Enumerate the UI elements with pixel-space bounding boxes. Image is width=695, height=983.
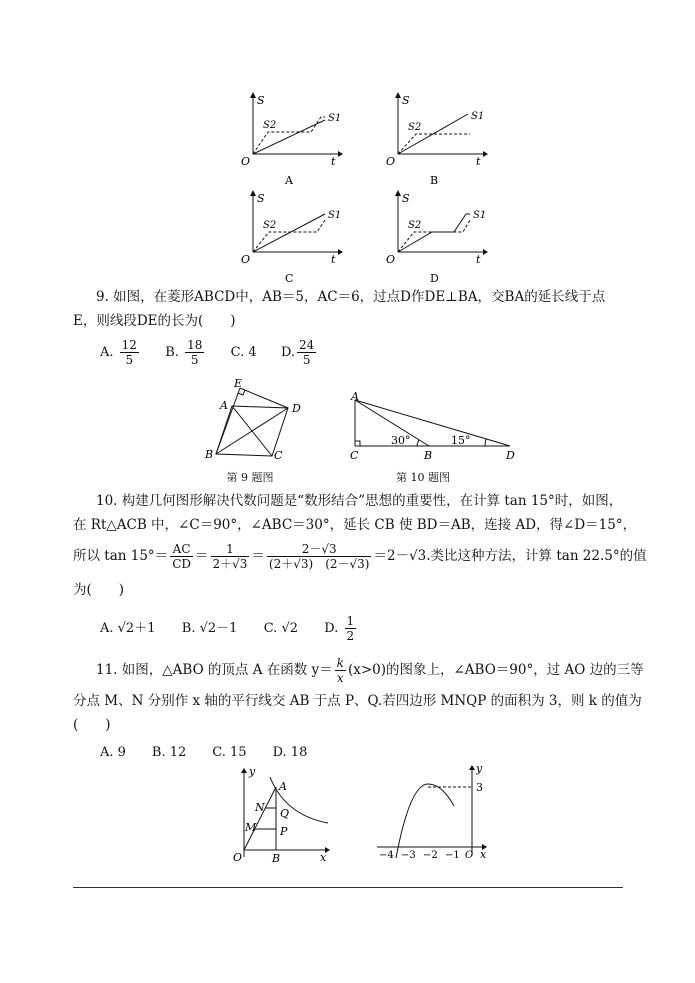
figure-parabola	[372, 762, 497, 862]
point-m-label: M	[245, 821, 257, 834]
origin-label: O	[233, 851, 243, 864]
y-axis-label: y	[476, 762, 483, 775]
origin-label: O	[386, 155, 396, 168]
option-label: C	[285, 272, 294, 285]
graph-option-c	[233, 190, 343, 285]
s2-label: S2	[263, 120, 277, 131]
point-n-label: N	[255, 801, 265, 814]
q9-options	[100, 338, 318, 367]
s-axis-label: S	[402, 192, 410, 205]
tick-label: −4	[379, 850, 394, 861]
point-c-label: C	[274, 449, 283, 460]
q11-line3: ( )	[73, 717, 111, 733]
point-e-label: E	[234, 378, 243, 390]
angle-15-label: 15°	[451, 434, 471, 447]
point-b-label: B	[424, 449, 433, 462]
t-axis-label: t	[476, 253, 481, 266]
s2-label: S2	[408, 122, 422, 133]
t-axis-label: t	[331, 155, 336, 168]
t-axis-label: t	[476, 155, 481, 168]
y-value-3-label: 3	[476, 781, 483, 794]
point-q-label: Q	[280, 807, 290, 820]
t-axis-label: t	[331, 253, 336, 266]
x-axis-label: x	[480, 848, 487, 861]
option-label: D	[430, 272, 439, 285]
y-axis-label: y	[249, 765, 256, 778]
s-axis-label: S	[257, 94, 265, 107]
q11-line2: 分点 M、N 分别作 x 轴的平行线交 AB 于点 P、Q.若四边形 MNQP 的面积为 3，则 k 的值为	[73, 693, 642, 709]
point-d-label: D	[506, 449, 515, 462]
footer-rule	[73, 887, 623, 888]
figure-9-caption: 第 9 题图	[226, 471, 274, 484]
x-axis-label: x	[320, 851, 327, 864]
angle-30-label: 30°	[391, 434, 411, 447]
figure-9-rhombus	[200, 378, 310, 460]
point-b-label: B	[205, 448, 214, 460]
s-axis-label: S	[402, 94, 410, 107]
origin-label: O	[241, 253, 251, 266]
graph-option-a	[233, 92, 343, 187]
s1-label: S1	[471, 111, 485, 122]
point-c-label: C	[350, 449, 359, 462]
graph-option-b	[378, 92, 488, 187]
tick-label: −2	[423, 850, 438, 861]
q10-option-a[interactable]: A. √2＋1	[100, 621, 156, 636]
graph-option-d	[378, 190, 488, 285]
q10-option-b[interactable]: B. √2－1	[181, 621, 238, 636]
s2-label: S2	[263, 220, 277, 231]
s1-label: S1	[328, 113, 342, 124]
point-p-label: P	[280, 825, 288, 838]
figure-10-triangle	[345, 390, 520, 462]
tick-label: −3	[401, 850, 416, 861]
figure-10-caption: 第 10 题图	[396, 471, 450, 484]
origin-label: O	[386, 253, 396, 266]
s1-label: S1	[328, 210, 342, 221]
q9-option-a[interactable]: A. $\frac{12}{5}$	[100, 338, 137, 367]
q11-line1: 11. 如图，△ABO 的顶点 A 在函数 y＝ $\frac{k}{x}$ (x>0)的图象上，∠ABO＝90°，过 AO 边的三等	[96, 656, 644, 685]
q10-option-c[interactable]: C. √2	[263, 621, 299, 636]
s1-label: S1	[473, 210, 487, 221]
q10-line1: 10. 构建几何图形解决代数问题是“数形结合”思想的重要性，在计算 tan 15°时，如图，	[96, 493, 623, 509]
q10-options	[100, 614, 358, 643]
q9-option-b[interactable]: B. $\frac{18}{5}$	[165, 338, 203, 367]
q10-line2: 在 Rt△ACB 中，∠C＝90°，∠ABC＝30°，延长 CB 使 BD＝AB，连接 AD，得∠D＝15°，	[73, 517, 637, 533]
point-d-label: D	[292, 402, 301, 415]
point-b-label: B	[272, 852, 281, 865]
q9-line2: E，则线段DE的长为( )	[73, 313, 236, 329]
q10-line4: 为( )	[73, 582, 125, 598]
q11-options[interactable]: A. 9 B. 12 C. 15 D. 18	[100, 745, 308, 760]
tick-label: −1	[445, 850, 460, 861]
q9-line1: 9. 如图，在菱形ABCD中，AB＝5，AC＝6，过点D作DE⊥BA，交BA的延长线于点	[96, 289, 606, 305]
s2-label: S2	[408, 220, 422, 231]
point-a-label: A	[351, 390, 359, 403]
s-axis-label: S	[257, 192, 265, 205]
option-label: B	[430, 174, 439, 187]
q10-line3: 所以 tan 15°＝ $\frac{AC}{CD}$ ＝ $\frac{1}{2+√3}$ ＝ $\frac{2-√3}{(2+√3) (2-√3)}$ ＝2－√3.类比这种方法，计算 tan 22.5°的值	[73, 542, 647, 571]
q9-option-d[interactable]: D. $\frac{24}{5}$	[280, 338, 315, 367]
option-label: A	[285, 174, 293, 187]
point-a-label: A	[220, 399, 228, 412]
q9-option-c[interactable]: C. 4	[230, 345, 257, 360]
origin-label: O	[241, 155, 251, 168]
q10-option-d[interactable]: D. $\frac{1}{2}$	[324, 614, 355, 643]
point-a-label: A	[279, 780, 287, 793]
origin-label: O	[465, 850, 474, 861]
figure-11-hyperbola	[230, 765, 340, 865]
